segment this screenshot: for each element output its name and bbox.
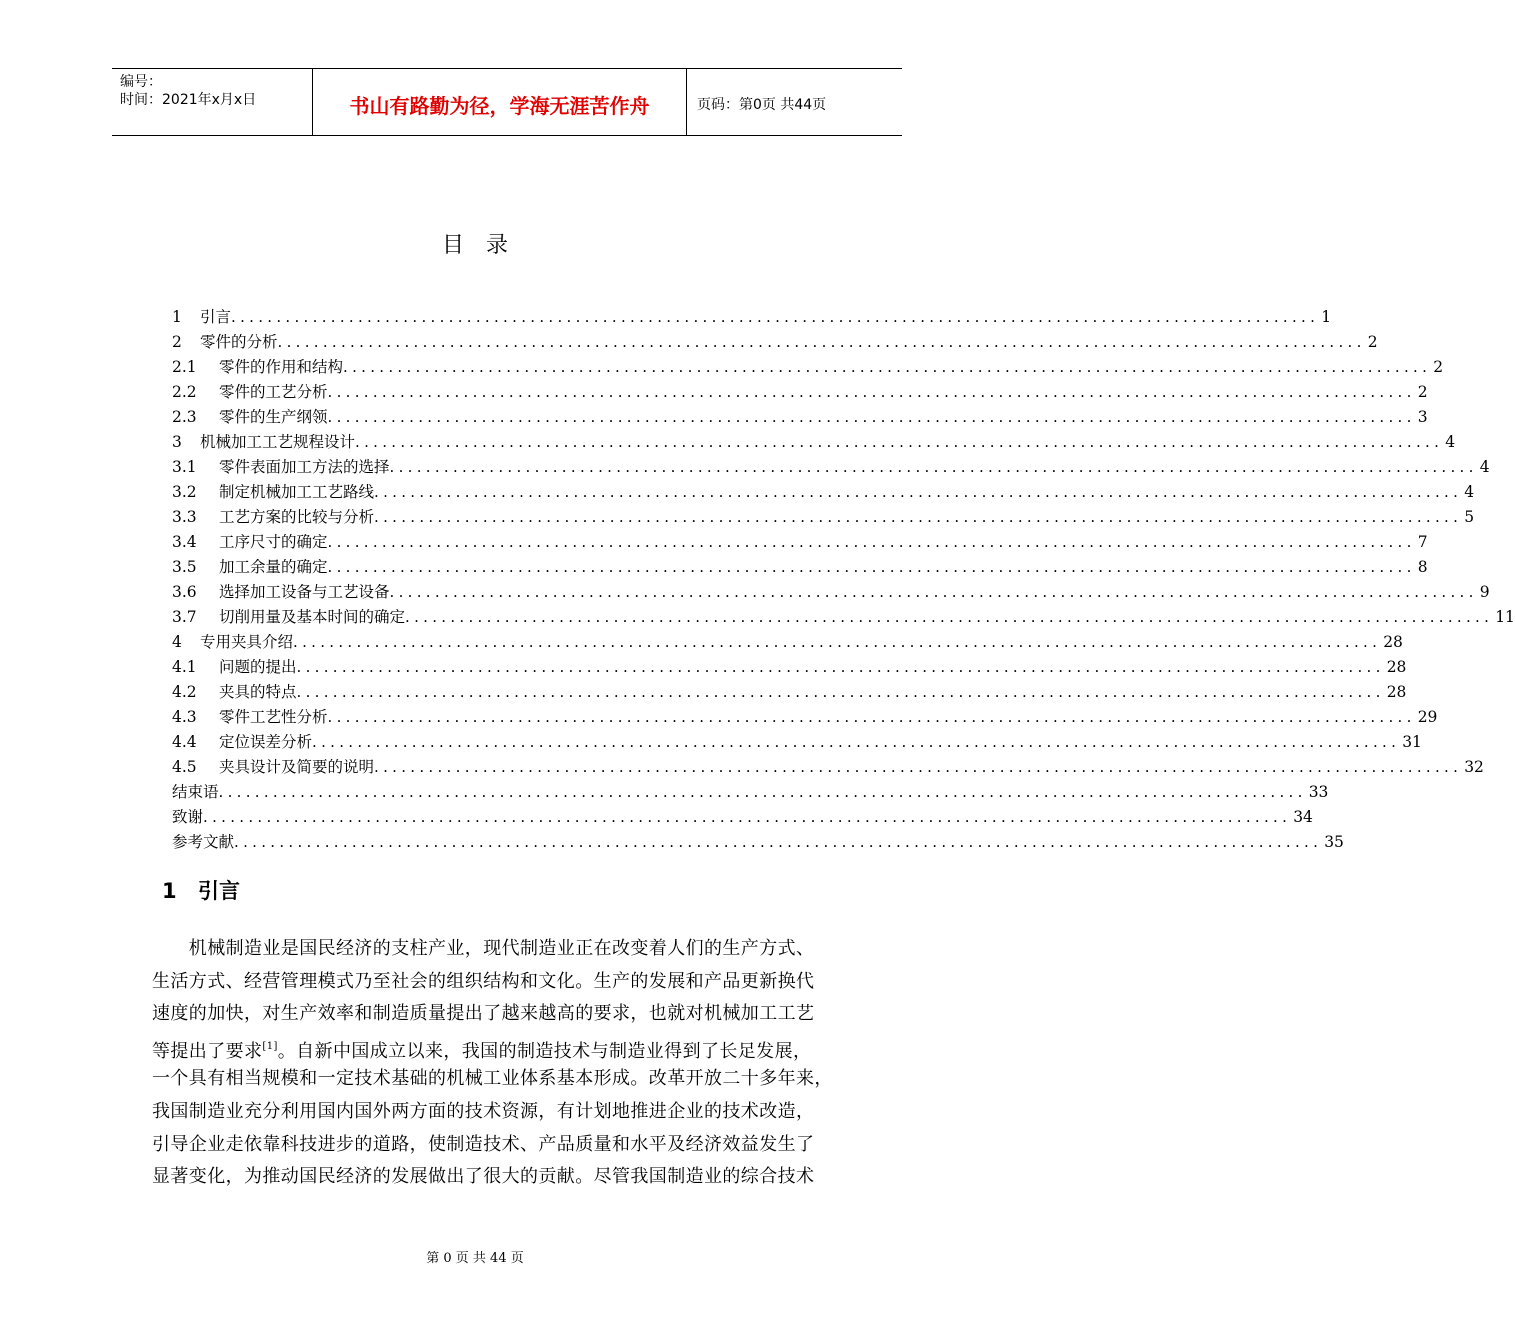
toc-entry-number: 2 — [172, 333, 182, 351]
toc-entry-number: 3.7 — [172, 608, 197, 626]
toc-entry-number: 3 — [172, 433, 182, 451]
toc-entry-page: 8 — [1417, 558, 1428, 576]
toc-leader-dots: ........................................................................................................................ — [327, 708, 1416, 726]
toc-leader-dots: ........................................................................................................................ — [293, 633, 1382, 651]
toc-leader-dots: ........................................................................................................................ — [296, 658, 1385, 676]
toc-entry[interactable] — [172, 505, 1475, 530]
toc-leader-dots: ........................................................................................................................ — [355, 433, 1444, 451]
toc-entry[interactable] — [172, 530, 1428, 555]
table-of-contents — [172, 305, 1515, 855]
toc-entry-number: 3.6 — [172, 583, 197, 601]
toc-entry[interactable] — [172, 655, 1407, 680]
toc-entry[interactable] — [172, 380, 1428, 405]
toc-entry-number: 4 — [172, 633, 182, 651]
toc-entry-number: 3.2 — [172, 483, 197, 501]
toc-entry-page: 9 — [1479, 583, 1490, 601]
toc-leader-dots: ........................................................................................................................ — [312, 733, 1401, 751]
toc-entry-page: 28 — [1383, 633, 1403, 651]
toc-entry-number: 1 — [172, 308, 182, 326]
toc-entry-number: 4.1 — [172, 658, 197, 676]
toc-leader-dots: ........................................................................................................................ — [231, 308, 1320, 326]
toc-entry-page: 1 — [1321, 308, 1332, 326]
toc-entry[interactable] — [172, 555, 1428, 580]
toc-leader-dots: ........................................................................................................................ — [277, 333, 1366, 351]
toc-leader-dots: ........................................................................................................................ — [234, 833, 1323, 851]
toc-entry[interactable] — [172, 755, 1484, 780]
toc-entry[interactable] — [172, 355, 1444, 380]
section-heading — [162, 875, 240, 905]
toc-leader-dots: ........................................................................................................................ — [374, 483, 1463, 501]
paragraph-line: 我国制造业充分利用国内国外两方面的技术资源，有计划地推进企业的技术改造， — [152, 1100, 815, 1122]
toc-entry-number: 4.4 — [172, 733, 197, 751]
toc-entry-page: 28 — [1386, 658, 1407, 676]
toc-entry[interactable] — [172, 780, 1329, 805]
header-number-label: 编号： — [120, 74, 162, 90]
toc-leader-dots: ........................................................................................................................ — [389, 458, 1478, 476]
toc-entry-label: 零件的作用和结构 — [219, 358, 344, 376]
toc-entry-label: 致谢 — [172, 808, 204, 826]
toc-title: 目录 — [441, 233, 530, 258]
toc-entry-page: 35 — [1324, 833, 1344, 851]
toc-entry-label: 夹具的特点 — [219, 683, 297, 701]
paragraph-line: 速度的加快，对生产效率和制造质量提出了越来越高的要求，也就对机械加工工艺 — [152, 1003, 815, 1025]
toc-entry-label: 问题的提出 — [219, 658, 297, 676]
toc-entry-label: 零件工艺性分析 — [219, 708, 328, 726]
toc-entry-number: 4.2 — [172, 683, 197, 701]
header-page-label: 页码：第0页 共44页 — [697, 97, 827, 113]
toc-leader-dots: ........................................................................................................................ — [327, 533, 1416, 551]
toc-leader-dots: ........................................................................................................................ — [327, 383, 1416, 401]
toc-entry-label: 切削用量及基本时间的确定 — [219, 608, 406, 626]
toc-entry-page: 34 — [1293, 808, 1313, 826]
toc-leader-dots: ........................................................................................................................ — [389, 583, 1478, 601]
paragraph-text: 。自新中国成立以来，我国的制造技术与制造业得到了长足发展， — [277, 1040, 812, 1062]
toc-entry[interactable] — [172, 480, 1475, 505]
page-footer: 第 0 页 共 44 页 — [426, 1251, 524, 1266]
toc-entry-page: 4 — [1464, 483, 1475, 501]
toc-leader-dots: ........................................................................................................................ — [405, 608, 1494, 626]
toc-entry-page: 7 — [1417, 533, 1428, 551]
body-paragraph — [152, 933, 868, 1194]
toc-entry-label: 引言 — [200, 308, 232, 326]
toc-entry-page: 4 — [1445, 433, 1456, 451]
toc-leader-dots: ........................................................................................................................ — [343, 358, 1432, 376]
toc-entry[interactable] — [172, 605, 1515, 630]
toc-entry-page: 28 — [1386, 683, 1407, 701]
toc-entry-number: 4.5 — [172, 758, 197, 776]
toc-entry-number: 2.2 — [172, 383, 197, 401]
toc-entry-label: 机械加工工艺规程设计 — [200, 433, 356, 451]
toc-entry-number: 3.1 — [172, 458, 197, 476]
paragraph-text: 等提出了要求 — [152, 1040, 263, 1062]
toc-entry[interactable] — [172, 405, 1428, 430]
paragraph-line: 一个具有相当规模和一定技术基础的机械工业体系基本形成。改革开放二十多年来， — [152, 1068, 833, 1090]
toc-entry[interactable] — [172, 630, 1403, 655]
toc-leader-dots: ........................................................................................................................ — [374, 758, 1463, 776]
section-number: 1 — [162, 879, 177, 903]
toc-leader-dots: ........................................................................................................................ — [327, 558, 1416, 576]
citation-ref[interactable]: [1] — [262, 1040, 278, 1052]
paragraph-line: 显著变化，为推动国民经济的发展做出了很大的贡献。尽管我国制造业的综合技术 — [152, 1166, 815, 1188]
header-time-label: 时间：2021年x月x日 — [120, 92, 257, 108]
toc-entry[interactable] — [172, 705, 1438, 730]
toc-entry-page: 2 — [1367, 333, 1378, 351]
toc-entry-label: 零件的生产纲领 — [219, 408, 328, 426]
toc-entry[interactable] — [172, 730, 1422, 755]
toc-entry[interactable] — [172, 805, 1313, 830]
toc-entry-label: 加工余量的确定 — [219, 558, 328, 576]
toc-entry[interactable] — [172, 330, 1378, 355]
toc-entry-label: 制定机械加工工艺路线 — [219, 483, 375, 501]
toc-leader-dots: ........................................................................................................................ — [374, 508, 1463, 526]
toc-entry[interactable] — [172, 680, 1407, 705]
paragraph-line: 引导企业走依靠科技进步的道路，使制造技术、产品质量和水平及经济效益发生了 — [152, 1133, 815, 1155]
toc-entry-label: 工艺方案的比较与分析 — [219, 508, 375, 526]
toc-entry-page: 3 — [1417, 408, 1428, 426]
toc-entry-number: 2.1 — [172, 358, 197, 376]
toc-entry[interactable] — [172, 830, 1344, 855]
toc-entry-label: 零件表面加工方法的选择 — [219, 458, 390, 476]
toc-entry-page: 31 — [1402, 733, 1422, 751]
toc-entry-label: 工序尺寸的确定 — [219, 533, 328, 551]
toc-entry-label: 选择加工设备与工艺设备 — [219, 583, 390, 601]
paragraph-line: 生活方式、经营管理模式乃至社会的组织结构和文化。生产的发展和产品更新换代 — [152, 970, 815, 992]
toc-entry-label: 零件的工艺分析 — [219, 383, 328, 401]
toc-entry-label: 专用夹具介绍 — [200, 633, 294, 651]
toc-entry-page: 2 — [1417, 383, 1428, 401]
paragraph-line: 机械制造业是国民经济的支柱产业，现代制造业正在改变着人们的生产方式、 — [152, 938, 815, 959]
toc-leader-dots: ........................................................................................................................ — [296, 683, 1385, 701]
toc-entry-page: 11 — [1495, 608, 1515, 626]
toc-entry-label: 夹具设计及简要的说明 — [219, 758, 375, 776]
toc-entry-number: 4.3 — [172, 708, 197, 726]
toc-entry-label: 零件的分析 — [200, 333, 278, 351]
toc-entry[interactable] — [172, 580, 1490, 605]
paragraph-line — [152, 1031, 868, 1064]
toc-entry[interactable] — [172, 430, 1456, 455]
toc-entry-number: 3.4 — [172, 533, 197, 551]
toc-entry-page: 29 — [1417, 708, 1438, 726]
section-title: 引言 — [198, 879, 240, 903]
toc-entry-label: 定位误差分析 — [219, 733, 313, 751]
toc-entry-number: 3.3 — [172, 508, 197, 526]
toc-leader-dots: ........................................................................................................................ — [203, 808, 1292, 826]
toc-entry-page: 4 — [1479, 458, 1490, 476]
toc-entry-page: 2 — [1433, 358, 1444, 376]
toc-leader-dots: ........................................................................................................................ — [218, 783, 1307, 801]
page-header — [112, 68, 902, 136]
toc-entry-label: 参考文献 — [172, 833, 235, 851]
toc-leader-dots: ........................................................................................................................ — [327, 408, 1416, 426]
toc-entry-label: 结束语 — [172, 783, 219, 801]
toc-entry-page: 5 — [1464, 508, 1475, 526]
header-meta — [112, 69, 313, 135]
toc-entry[interactable] — [172, 455, 1490, 480]
toc-entry[interactable] — [172, 305, 1332, 330]
toc-entry-number: 2.3 — [172, 408, 197, 426]
toc-entry-page: 33 — [1308, 783, 1329, 801]
toc-entry-number: 3.5 — [172, 558, 197, 576]
toc-entry-page: 32 — [1464, 758, 1484, 776]
header-motto: 书山有路勤为径，学海无涯苦作舟 — [313, 69, 687, 135]
